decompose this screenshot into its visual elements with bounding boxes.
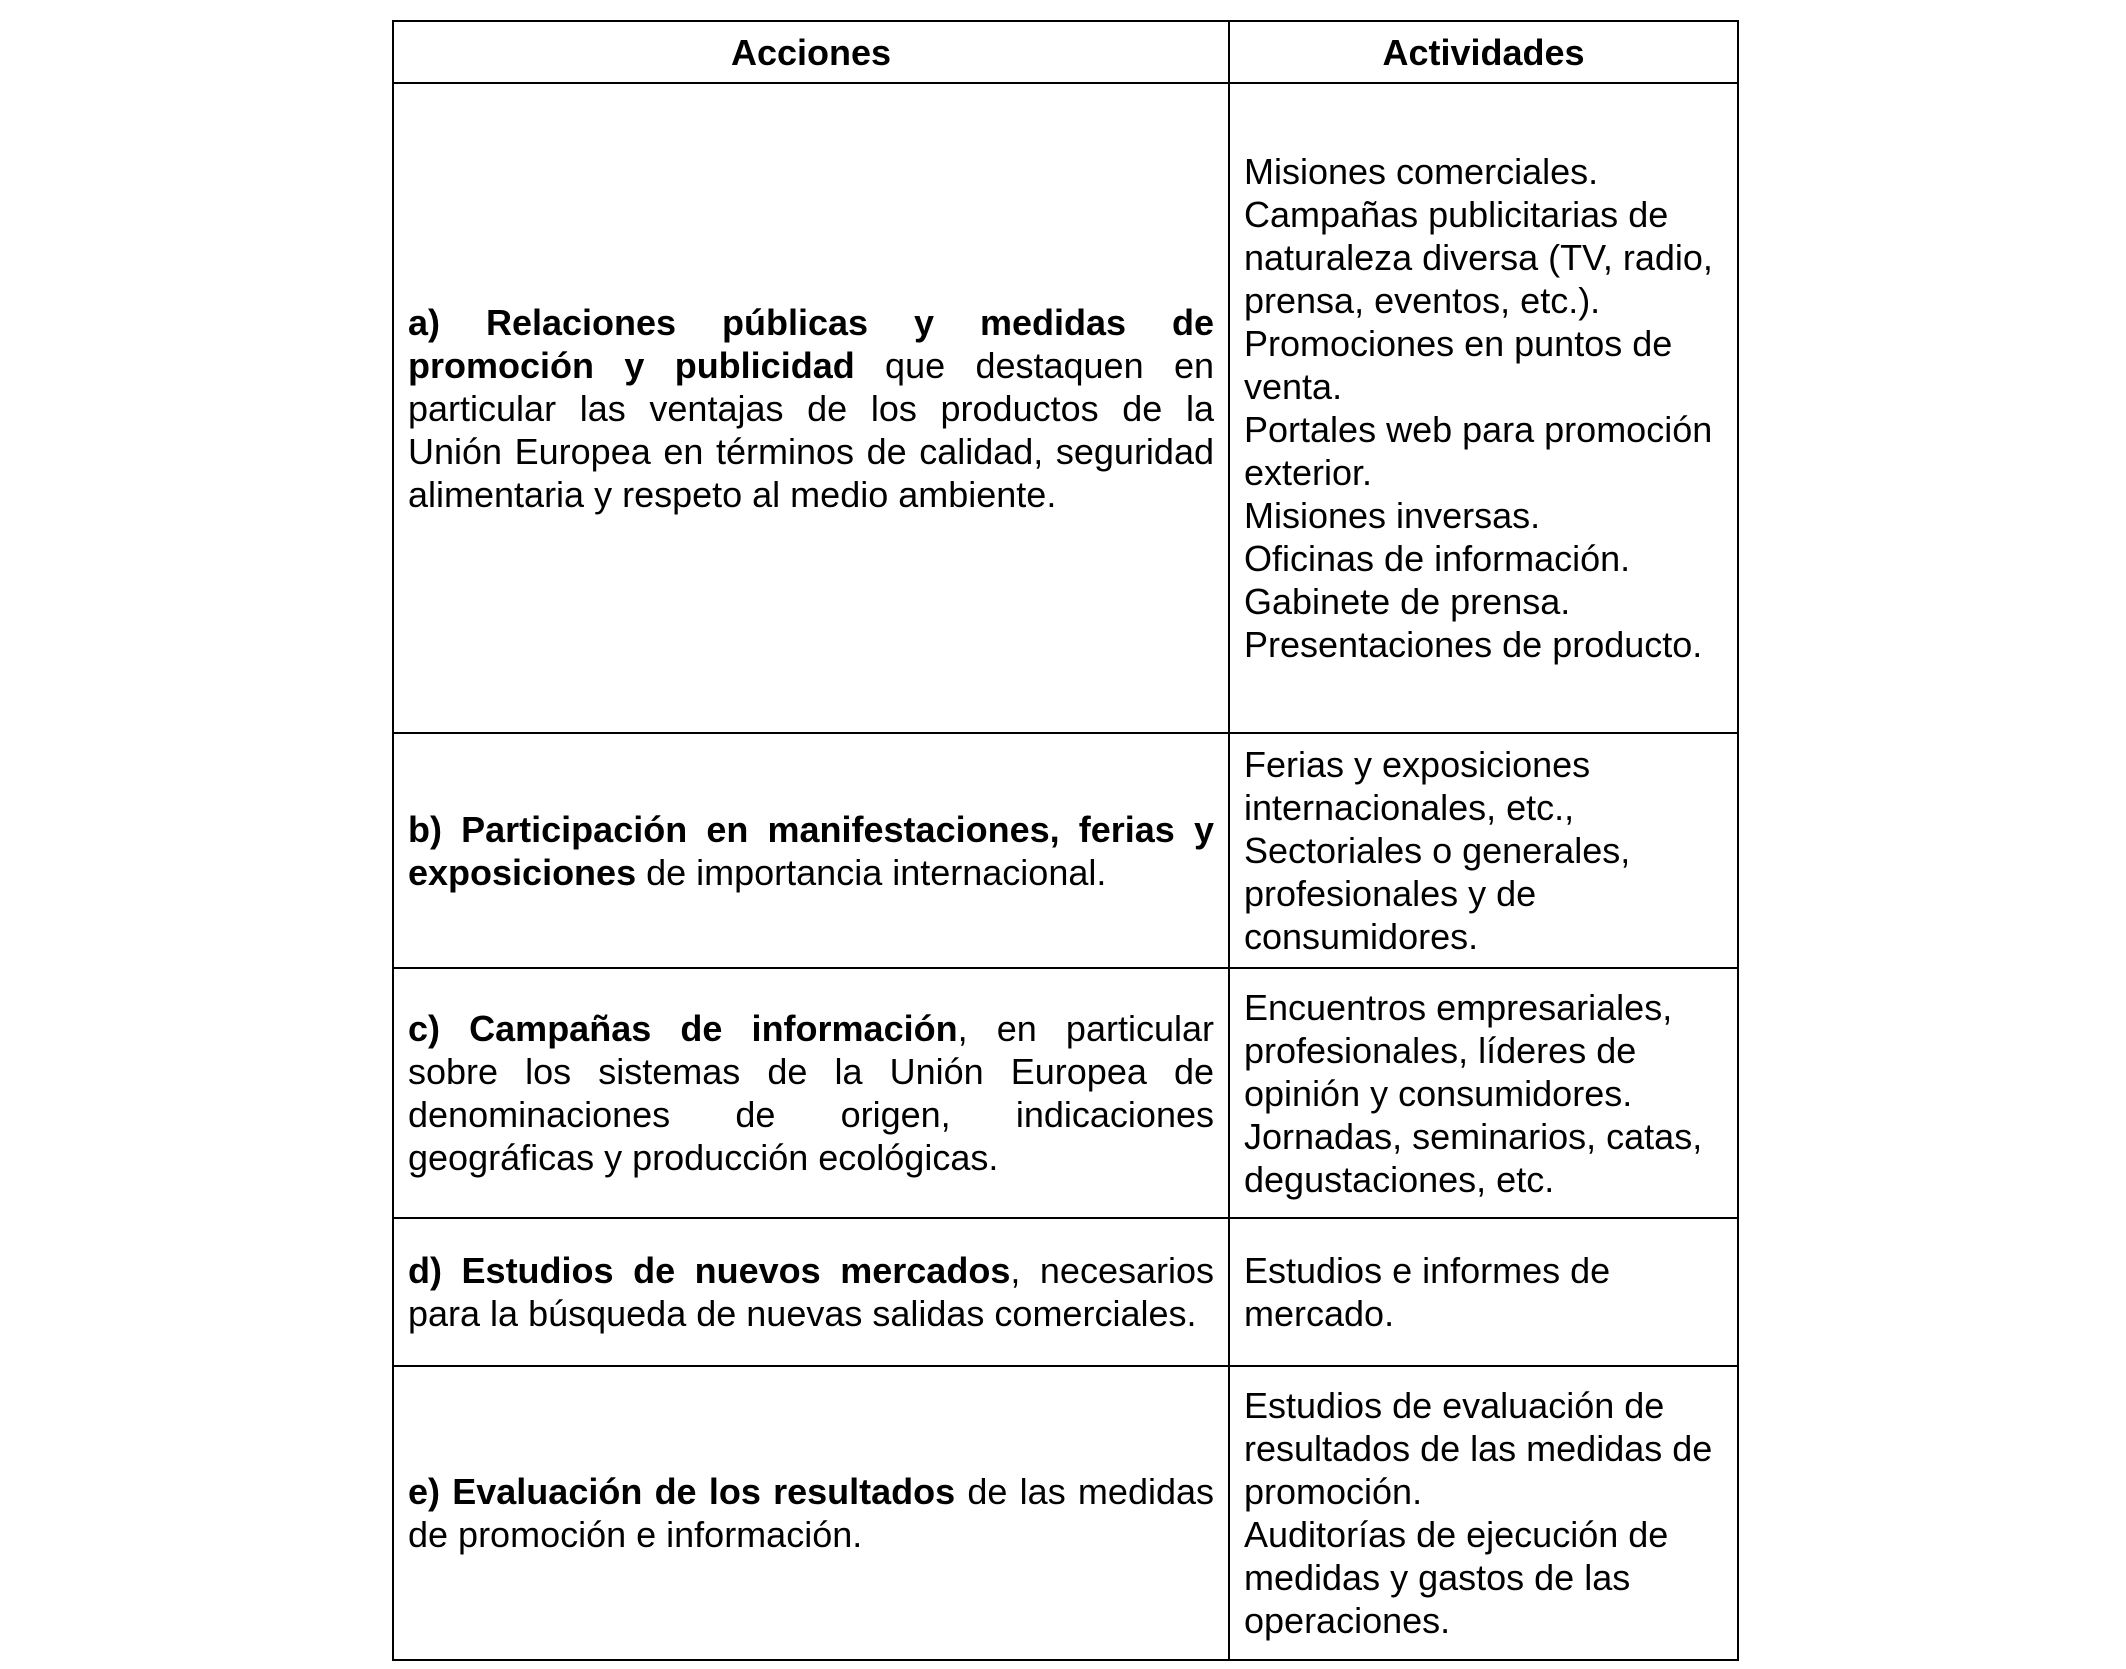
actividad-item: Oficinas de información.: [1244, 538, 1631, 579]
actividad-item: Misiones inversas.: [1244, 495, 1541, 536]
actividad-item: Gabinete de prensa.: [1244, 581, 1571, 622]
header-actividades: Actividades: [1229, 21, 1738, 83]
actividad-item: Auditorías de ejecución de medidas y gastos de las operaciones.: [1244, 1514, 1669, 1641]
accion-cell: [393, 968, 1229, 1218]
actividades-cell: [1229, 733, 1738, 968]
accion-cell: [393, 733, 1229, 968]
accion-title: c) Campañas de información: [408, 1008, 958, 1049]
accion-cell: [393, 1218, 1229, 1366]
actividad-item: Presentaciones de producto.: [1244, 624, 1703, 665]
accion-title: e) Evaluación de los resultados: [408, 1471, 956, 1512]
accion-description: de las medidas de promoción e información.: [408, 1471, 1215, 1555]
actividad-item: Encuentros empresariales, profesionales, líderes de opinión y consumidores.: [1244, 986, 1673, 1114]
acciones-actividades-table: [392, 20, 1739, 1661]
actividad-item: Ferias y exposiciones internacionales, etc., Sectoriales o generales, profesionales y de consumidores.: [1244, 744, 1631, 957]
actividad-item: Portales web para promoción exterior.: [1244, 409, 1713, 493]
actividad-item: Misiones comerciales.: [1244, 151, 1599, 192]
actividades-cell: [1229, 1218, 1738, 1366]
accion-title: d) Estudios de nuevos mercados: [408, 1250, 1011, 1291]
accion-cell: [393, 83, 1229, 733]
accion-description: , en particular sobre los sistemas de la Unión Europea de denominaciones de origen, indicaciones geográficas y producción ecológicas.: [408, 1008, 1214, 1178]
actividad-item: Estudios de evaluación de resultados de las medidas de promoción.: [1244, 1385, 1713, 1512]
actividad-item: Campañas publicitarias de naturaleza diversa (TV, radio, prensa, eventos, etc.).: [1244, 194, 1713, 321]
table-row: [393, 968, 1738, 1218]
actividades-cell: [1229, 1366, 1738, 1660]
header-acciones: Acciones: [393, 21, 1229, 83]
actividades-cell: [1229, 968, 1738, 1218]
actividad-item: Promociones en puntos de venta.: [1244, 323, 1673, 407]
accion-description: , necesarios para la búsqueda de nuevas salidas comerciales.: [408, 1250, 1214, 1334]
table-row: [393, 83, 1738, 733]
accion-cell: [393, 1366, 1229, 1660]
table-row: [393, 1218, 1738, 1366]
table-header-row: [393, 21, 1738, 83]
accion-title: b) Participación en manifestaciones, ferias y exposiciones: [408, 808, 1214, 893]
accion-description: de importancia internacional.: [636, 851, 1107, 893]
actividad-item: Jornadas, seminarios, catas, degustaciones, etc.: [1244, 1115, 1703, 1200]
actividad-item: Estudios e informes de mercado.: [1244, 1250, 1611, 1334]
table-row: [393, 1366, 1738, 1660]
table-row: [393, 733, 1738, 968]
accion-description: que destaquen en particular las ventajas de los productos de la Unión Europea en términos de calidad, seguridad alimentaria y respeto al medio ambiente.: [408, 344, 1214, 515]
actividades-cell: [1229, 83, 1738, 733]
accion-title: a) Relaciones públicas y medidas de promoción y publicidad: [408, 301, 1214, 386]
